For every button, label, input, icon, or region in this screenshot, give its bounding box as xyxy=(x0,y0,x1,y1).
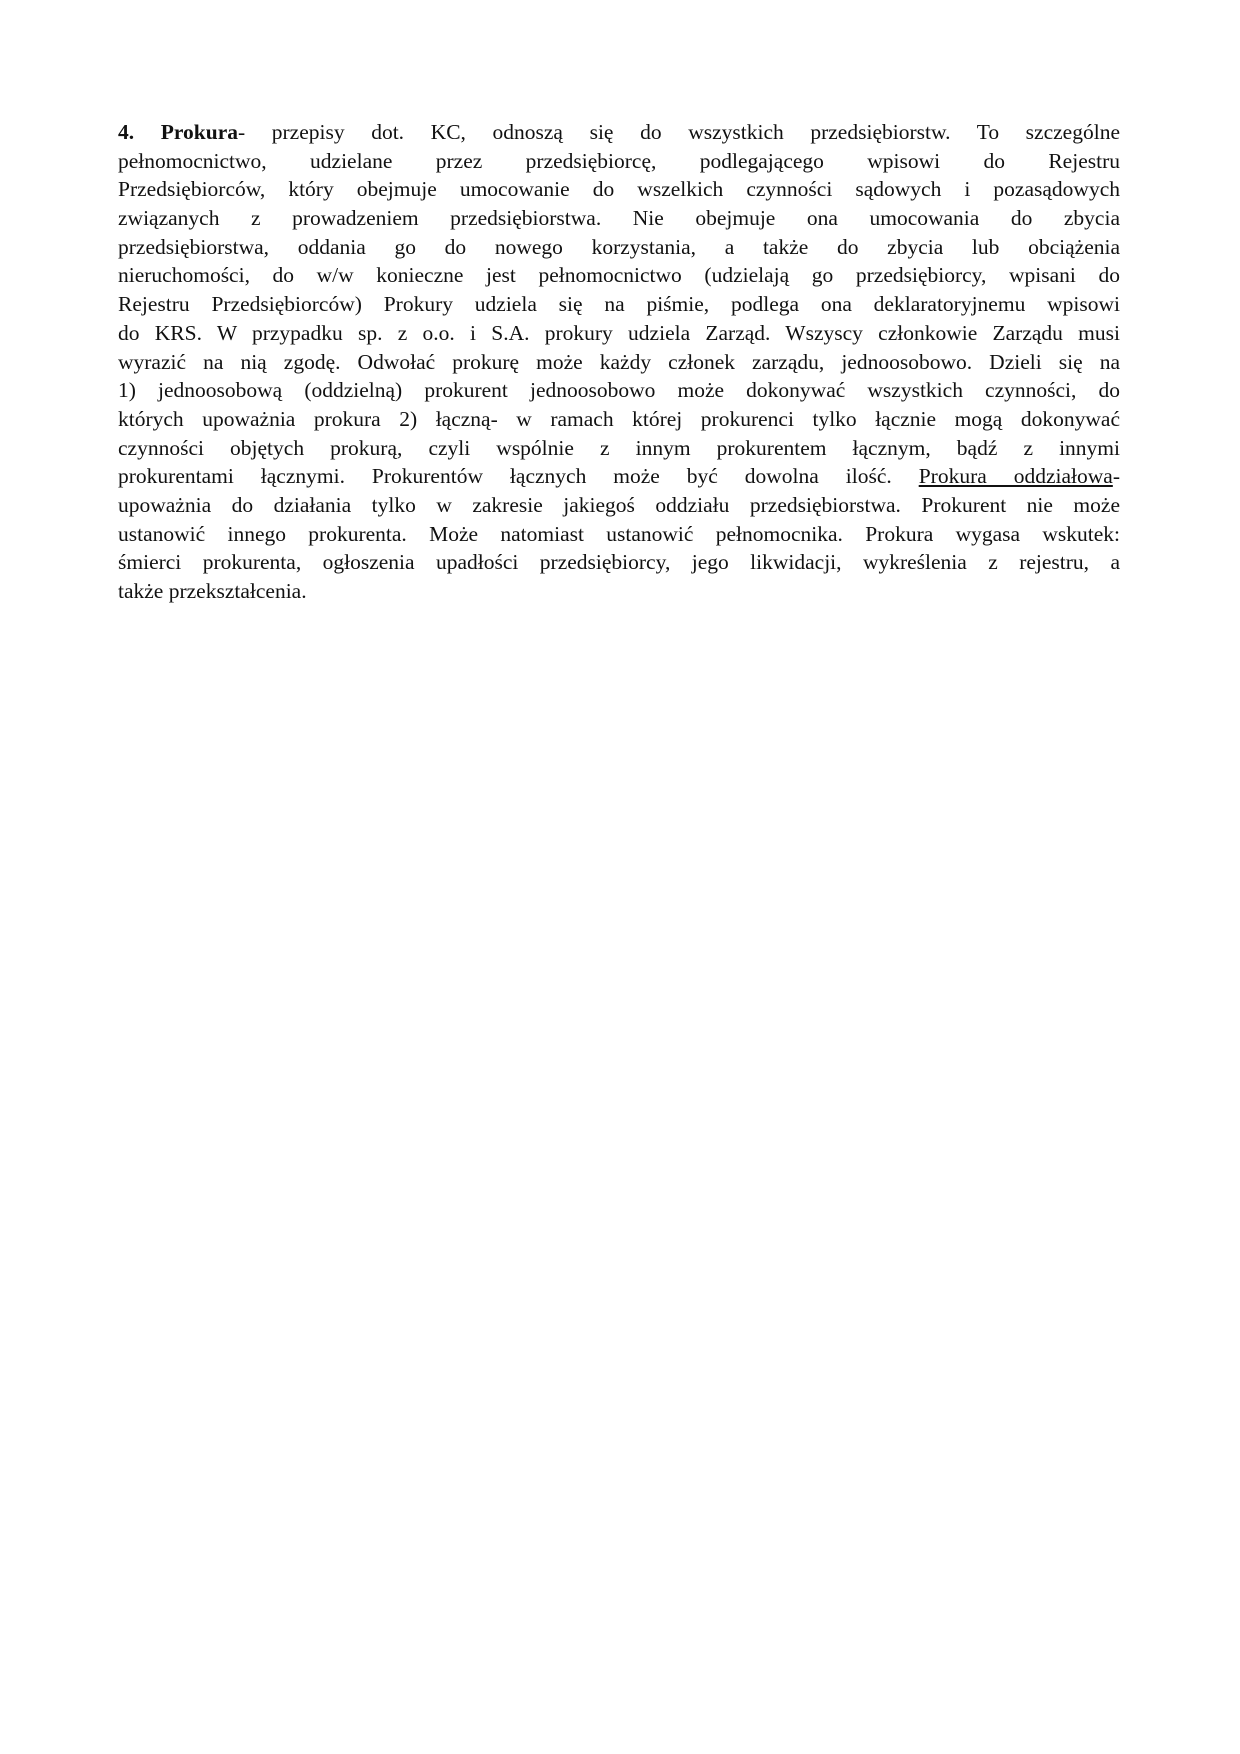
text-run: prokurentami łącznymi. Prokurentów łącznych może być dowolna ilość. xyxy=(118,464,919,489)
text-run: których upoważnia prokura 2) łączną- w ramach której prokurenci tylko łącznie mogą dokonywać xyxy=(118,406,1120,431)
text-run: do KRS. W przypadku sp. z o.o. i S.A. prokury udziela Zarząd. Wszyscy członkowie Zarządu musi xyxy=(118,320,1120,345)
text-run: upoważnia do działania tylko w zakresie jakiegoś oddziału przedsiębiorstwa. Prokurent nie może xyxy=(118,492,1120,517)
paragraph-line xyxy=(118,405,1120,434)
text-run: - przepisy dot. KC, odnoszą się do wszystkich przedsiębiorstw. To szczególne xyxy=(237,120,1120,144)
paragraph-line xyxy=(118,520,1120,549)
paragraph-line xyxy=(118,491,1120,520)
document-body xyxy=(118,118,1120,606)
text-run: Przedsiębiorców, który obejmuje umocowanie do wszelkich czynności sądowych i pozasądowych xyxy=(118,177,1120,202)
section-heading: 4. Prokura xyxy=(118,120,238,144)
paragraph-line xyxy=(118,577,1120,606)
paragraph-line xyxy=(118,261,1120,290)
paragraph-line xyxy=(118,233,1120,262)
paragraph-line xyxy=(118,462,1120,491)
text-run: pełnomocnictwo, udzielane przez przedsiębiorcę, podlegającego wpisowi do Rejestru xyxy=(118,148,1120,173)
paragraph-line xyxy=(118,118,1120,147)
text-run: Rejestru Przedsiębiorców) Prokury udziela się na piśmie, podlega ona deklaratoryjnemu wpisowi xyxy=(118,292,1120,317)
paragraph-line xyxy=(118,175,1120,204)
text-run: 1) jednoosobową (oddzielną) prokurent jednoosobowo może dokonywać wszystkich czynności, do xyxy=(118,378,1120,403)
paragraph-line xyxy=(118,348,1120,377)
text-run: czynności objętych prokurą, czyli wspólnie z innym prokurentem łącznym, bądź z innymi xyxy=(118,435,1120,460)
paragraph-line xyxy=(118,319,1120,348)
paragraph-line xyxy=(118,376,1120,405)
text-run: także przekształcenia. xyxy=(118,579,307,603)
paragraph-line xyxy=(118,434,1120,463)
underlined-term: Prokura oddziałowa xyxy=(918,464,1113,489)
text-run: nieruchomości, do w/w konieczne jest pełnomocnictwo (udzielają go przedsiębiorcy, wpisani do xyxy=(118,263,1120,288)
text-run: przedsiębiorstwa, oddania go do nowego korzystania, a także do zbycia lub obciążenia xyxy=(118,234,1120,259)
text-run: związanych z prowadzeniem przedsiębiorstwa. Nie obejmuje ona umocowania do zbycia xyxy=(118,206,1120,231)
text-run: wyrazić na nią zgodę. Odwołać prokurę może każdy członek zarządu, jednoosobowo. Dzieli się na xyxy=(118,349,1120,374)
text-run: ustanowić innego prokurenta. Może natomiast ustanowić pełnomocnika. Prokura wygasa wskutek: xyxy=(118,521,1120,546)
text-run: śmierci prokurenta, ogłoszenia upadłości przedsiębiorcy, jego likwidacji, wykreślenia z rejestru, a xyxy=(118,550,1120,575)
paragraph-line xyxy=(118,290,1120,319)
paragraph-line xyxy=(118,204,1120,233)
paragraph-line xyxy=(118,147,1120,176)
text-run: - xyxy=(1112,464,1120,489)
paragraph-line xyxy=(118,548,1120,577)
